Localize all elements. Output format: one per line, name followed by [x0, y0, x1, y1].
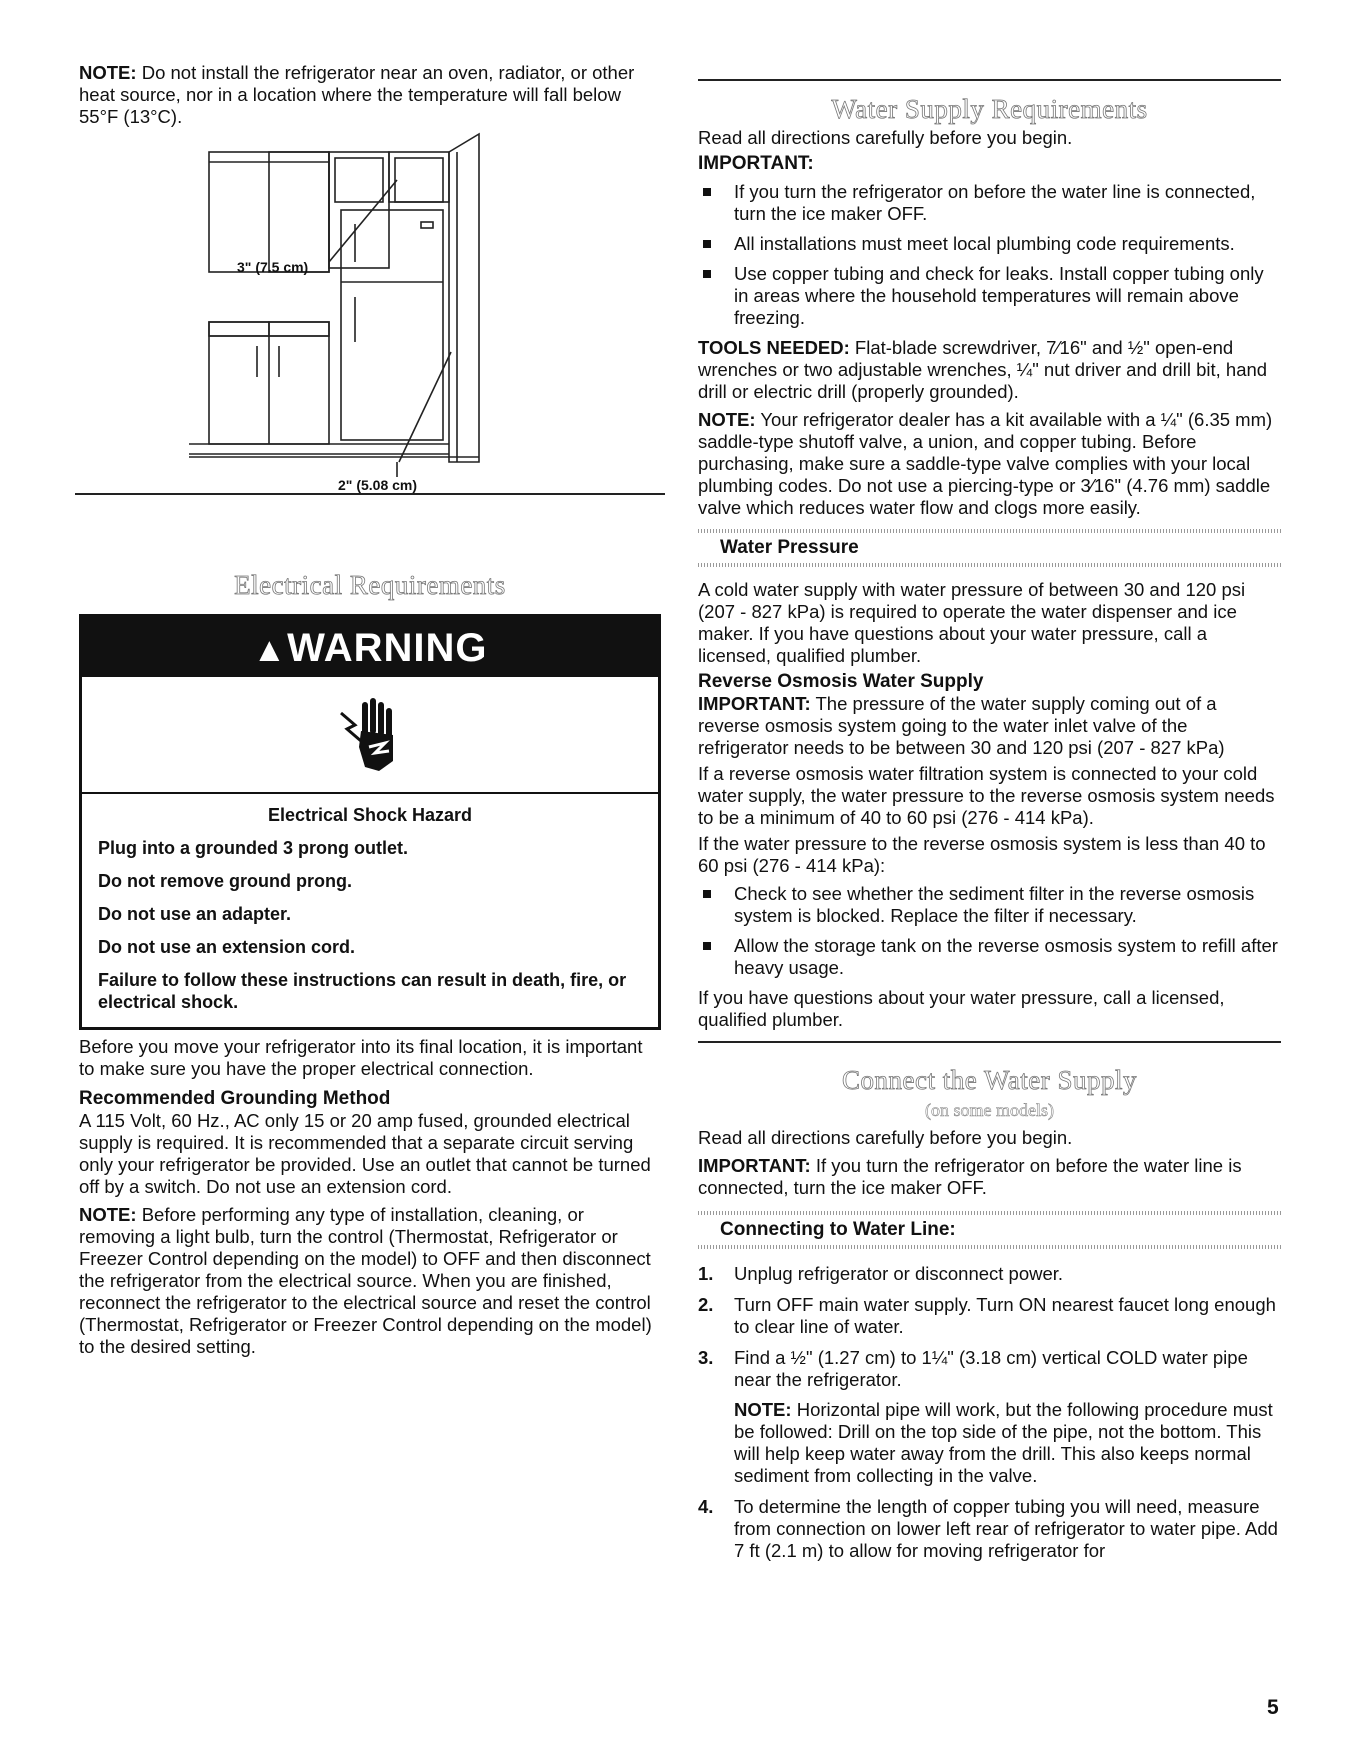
- grounding-heading: Recommended Grounding Method: [79, 1088, 391, 1109]
- important-label: IMPORTANT:: [698, 1154, 811, 1176]
- ro-paragraph: If the water pressure to the reverse osmosis system is less than 40 to 60 psi (276 - 414 kPa):: [698, 833, 1266, 876]
- step-item: [698, 1263, 1281, 1285]
- tools-label: TOOLS NEEDED:: [698, 337, 850, 358]
- hatch-rule: [698, 563, 1281, 567]
- bullet-item: Use copper tubing and check for leaks. Install copper tubing only in areas where the household temperatures will remain above freezing.: [698, 263, 1281, 329]
- section-divider: [698, 1041, 1281, 1043]
- bullet-item: Allow the storage tank on the reverse osmosis system to refill after heavy usage.: [698, 935, 1281, 979]
- step-item: [698, 1347, 1281, 1487]
- shock-hazard-icon: [82, 677, 658, 794]
- bullet-item: All installations must meet local plumbing code requirements.: [698, 233, 1281, 255]
- important-text: The pressure of the water supply coming out of a reverse osmosis system going to the water inlet valve of the refrigerator needs to be between 30 and 120 psi (207 - 827 kPa): [698, 693, 1225, 758]
- note-kit: [698, 409, 1281, 519]
- important-text: If you turn the refrigerator on before the water line is connected, turn the ice maker OFF.: [698, 1154, 1242, 1198]
- tools-text: Flat-blade screwdriver, 7⁄16" and ½" open-end wrenches or two adjustable wrenches, ¼" nut driver and drill bit, hand drill or electric drill (properly grounded).: [698, 337, 1268, 402]
- step-number: 1.: [698, 1262, 714, 1284]
- page-number: 5: [1267, 1696, 1279, 1719]
- hatch-rule: [698, 529, 1281, 533]
- connection-steps: [698, 1263, 1281, 1562]
- important-label: IMPORTANT:: [698, 693, 811, 714]
- step-text: Turn OFF main water supply. Turn ON nearest faucet long enough to clear line of water.: [734, 1293, 1276, 1337]
- clearance-diagram: [79, 132, 661, 534]
- note-text: Before performing any type of installation, cleaning, or removing a light bulb, turn the control (Thermostat, Refrigerator or Freezer Control depending on the model) to OFF and then disconnect the refrigerator from the electrical source. When you are finished, reconnect the refrigerator to the electrical source and reset the control (Thermostat, Refrigerator or Freezer Control depending on the model) to the desired setting.: [79, 1204, 652, 1357]
- read-all-directions: Read all directions carefully before you begin.: [698, 127, 1073, 148]
- step-text: Unplug refrigerator or disconnect power.: [734, 1262, 1064, 1284]
- hatch-rule: [698, 1245, 1281, 1249]
- water-pressure-text: A cold water supply with water pressure of between 30 and 120 psi (207 - 827 kPa) is required to operate the water dispenser and ice maker. If you have questions about your water pressure, call a licensed, qualified plumber.: [698, 579, 1246, 666]
- left-column: [79, 0, 661, 1358]
- electrical-section-title: Electrical Requirements: [234, 570, 506, 600]
- ro-paragraph: If you have questions about your water pressure, call a licensed, qualified plumber.: [698, 987, 1225, 1030]
- step-text: Find a ½" (1.27 cm) to 1¼" (3.18 cm) vertical COLD water pipe near the refrigerator.: [734, 1346, 1248, 1390]
- bullet-item: Check to see whether the sediment filter in the reverse osmosis system is blocked. Replace the filter if necessary.: [698, 883, 1281, 927]
- ro-important: [698, 693, 1281, 759]
- warning-header-text: WARNING: [287, 626, 488, 670]
- ro-bullets: [698, 883, 1281, 979]
- grounding-text: A 115 Volt, 60 Hz., AC only 15 or 20 amp fused, grounded electrical supply is required. It is recommended that a separate circuit serving only your refrigerator be provided. Use an outlet that cannot be turned off by a switch. Do not use an extension cord.: [79, 1110, 651, 1197]
- step-item: [698, 1294, 1281, 1338]
- warning-box: [79, 614, 661, 1030]
- step-item: [698, 1496, 1281, 1562]
- note-text: Horizontal pipe will work, but the following procedure must be followed: Drill on the top side of the pipe, not the bottom. This will help keep water away from the drill. This also keeps normal sediment from collecting in the valve.: [734, 1398, 1273, 1486]
- note-service: [79, 1204, 661, 1358]
- note-label: NOTE:: [734, 1398, 792, 1420]
- connect-water-title: Connect the Water Supply: [841, 1064, 1138, 1095]
- water-pressure-heading: Water Pressure: [720, 537, 859, 558]
- warning-line: Do not use an adapter.: [98, 904, 292, 924]
- important-label: IMPORTANT:: [698, 153, 814, 174]
- paragraph-move-refrigerator: Before you move your refrigerator into its final location, it is important to make sure you have the proper electrical connection.: [79, 1036, 643, 1079]
- water-supply-title: Water Supply Requirements: [831, 94, 1148, 124]
- warning-triangle-icon: ▲: [252, 631, 288, 669]
- reverse-osmosis-heading: Reverse Osmosis Water Supply: [698, 671, 984, 692]
- connect-water-subtitle: (on some models): [925, 1099, 1054, 1120]
- warning-header: [82, 617, 658, 677]
- clearance-label-top: 3" (7.5 cm): [237, 259, 309, 275]
- warning-line: Failure to follow these instructions can result in death, fire, or electrical shock.: [98, 970, 627, 1012]
- note-heat-source: [79, 62, 661, 128]
- section-divider: [75, 493, 665, 495]
- bullet-item: If you turn the refrigerator on before the water line is connected, turn the ice maker OFF.: [698, 181, 1281, 225]
- connecting-water-line-heading: Connecting to Water Line:: [720, 1218, 956, 1240]
- connect-important: [698, 1155, 1281, 1199]
- warning-line: Do not remove ground prong.: [98, 871, 352, 891]
- step-text: To determine the length of copper tubing you will need, measure from connection on lower left rear of refrigerator to water pipe. Add 7 ft (2.1 m) to allow for moving refrigerator for: [734, 1495, 1278, 1561]
- note-label: NOTE:: [698, 409, 756, 430]
- step-number: 3.: [698, 1346, 714, 1368]
- right-column: [698, 0, 1281, 1571]
- note-label: NOTE:: [79, 1204, 137, 1225]
- note-label: NOTE:: [79, 62, 137, 83]
- note-text: Do not install the refrigerator near an oven, radiator, or other heat source, nor in a location where the temperature will fall below 55°F (13°C).: [79, 62, 635, 127]
- warning-body: [82, 794, 658, 1027]
- warning-line: Plug into a grounded 3 prong outlet.: [98, 838, 408, 858]
- read-all-directions: Read all directions carefully before you begin.: [698, 1126, 1073, 1148]
- tools-needed: [698, 337, 1281, 403]
- step-note: [734, 1399, 1281, 1487]
- warning-line: Do not use an extension cord.: [98, 937, 356, 957]
- hatch-rule: [698, 1211, 1281, 1215]
- clearance-label-bottom: 2" (5.08 cm): [338, 477, 418, 493]
- step-number: 2.: [698, 1293, 714, 1315]
- ro-paragraph: If a reverse osmosis water filtration system is connected to your cold water supply, the water pressure to the reverse osmosis system needs to be a minimum of 40 to 60 psi (276 - 414 kPa).: [698, 763, 1275, 828]
- warning-title: Electrical Shock Hazard: [267, 805, 473, 825]
- step-number: 4.: [698, 1495, 714, 1517]
- note-text: Your refrigerator dealer has a kit available with a ¼" (6.35 mm) saddle-type shutoff valve, a union, and copper tubing. Before purchasing, make sure a saddle-type valve complies with your local plumbing codes. Do not use a piercing-type or 3⁄16" (4.76 mm) saddle valve which reduces water flow and clogs more easily.: [698, 409, 1273, 518]
- water-bullets: [698, 181, 1281, 329]
